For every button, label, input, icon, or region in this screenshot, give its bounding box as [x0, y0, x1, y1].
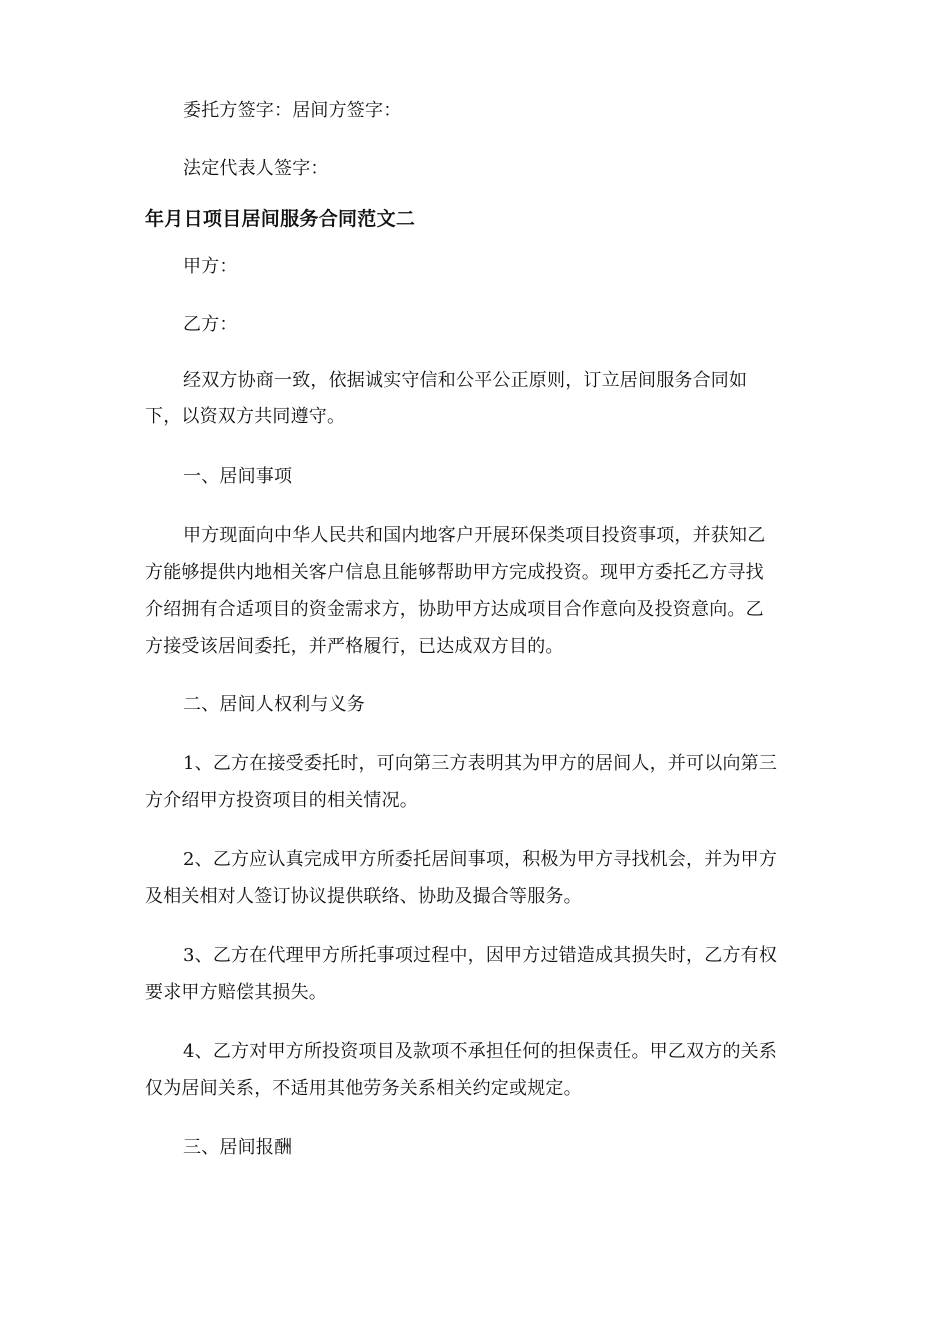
section1-para-line-3: 介绍拥有合适项目的资金需求方，协助甲方达成项目合作意向及投资意向。乙	[145, 599, 764, 620]
intro-line-2: 下，以资双方共同遵守。	[145, 406, 346, 427]
section2-item3-line-1: 3、乙方在代理甲方所托事项过程中，因甲方过错造成其损失时，乙方有权	[183, 945, 778, 966]
section2-item2-line-1: 2、乙方应认真完成甲方所委托居间事项，积极为甲方寻找机会，并为甲方	[183, 849, 778, 870]
signature-line-client-broker: 委托方签字：居间方签字：	[183, 100, 402, 121]
signature-line-legal-rep: 法定代表人签字：	[183, 158, 329, 179]
section2-item4-line-2: 仅为居间关系，不适用其他劳务关系相关约定或规定。	[145, 1078, 582, 1099]
section2-item3-line-2: 要求甲方赔偿其损失。	[145, 982, 327, 1003]
section1-para-line-1: 甲方现面向中华人民共和国内地客户开展环保类项目投资事项，并获知乙	[183, 525, 766, 546]
section3-heading: 三、居间报酬	[183, 1137, 293, 1158]
section2-item1-line-2: 方介绍甲方投资项目的相关情况。	[145, 790, 418, 811]
document-title: 年月日项目居间服务合同范文二	[145, 208, 416, 230]
section2-item1-line-1: 1、乙方在接受委托时，可向第三方表明其为甲方的居间人，并可以向第三	[183, 753, 778, 774]
section2-item2-line-2: 及相关相对人签订协议提供联络、协助及撮合等服务。	[145, 886, 582, 907]
party-a-label: 甲方：	[183, 256, 238, 277]
section2-item4-line-1: 4、乙方对甲方所投资项目及款项不承担任何的担保责任。甲乙双方的关系	[183, 1041, 778, 1062]
section1-heading: 一、居间事项	[183, 466, 293, 487]
intro-line-1: 经双方协商一致，依据诚实守信和公平公正原则，订立居间服务合同如	[183, 370, 748, 391]
section1-para-line-2: 方能够提供内地相关客户信息且能够帮助甲方完成投资。现甲方委托乙方寻找	[145, 562, 764, 583]
section1-para-line-4: 方接受该居间委托，并严格履行，已达成双方目的。	[145, 636, 564, 657]
section2-heading: 二、居间人权利与义务	[183, 694, 365, 715]
party-b-label: 乙方：	[183, 314, 238, 335]
